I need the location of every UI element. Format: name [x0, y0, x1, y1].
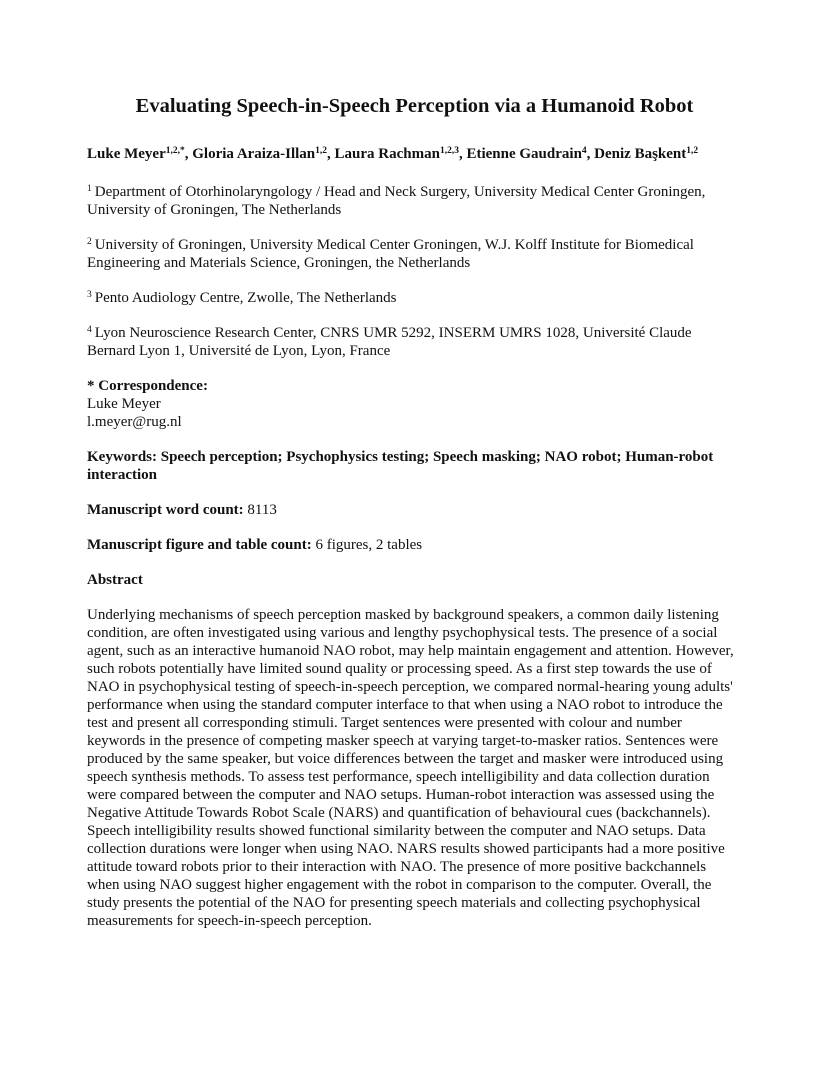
- abstract-heading: Abstract: [87, 572, 143, 588]
- affiliation: [87, 289, 742, 307]
- author-name: Deniz Başkent: [594, 146, 687, 162]
- author-name: Luke Meyer: [87, 146, 166, 162]
- author-name: Gloria Araiza-Illan: [192, 146, 316, 162]
- affiliation-number: 3: [87, 290, 92, 300]
- paper-title: Evaluating Speech-in-Speech Perception via a Humanoid Robot: [135, 95, 694, 117]
- figure-count-value: 6 figures, 2 tables: [315, 537, 423, 553]
- author-affiliation-mark: 1,2: [315, 146, 328, 156]
- figure-count: [87, 536, 742, 554]
- affiliation-number: 4: [87, 325, 92, 335]
- author-name: Etienne Gaudrain: [466, 146, 582, 162]
- affiliation-number: 1: [87, 184, 92, 194]
- affiliation: [87, 236, 742, 272]
- author-affiliation-mark: 1,2,*: [165, 146, 185, 156]
- affiliation: [87, 183, 742, 219]
- keywords: Keywords: Speech perception; Psychophysics testing; Speech masking; NAO robot; Human-robot interaction: [87, 449, 714, 483]
- correspondence-email[interactable]: l.meyer@rug.nl: [87, 414, 182, 430]
- correspondence-name: Luke Meyer: [87, 396, 161, 412]
- affiliation-number: 2: [87, 237, 92, 247]
- word-count: [87, 501, 742, 519]
- affiliation-text: Department of Otorhinolaryngology / Head and Neck Surgery, University Medical Center Groningen, University of Groningen, The Netherlands: [87, 184, 706, 218]
- author-separator: ,: [327, 146, 335, 162]
- figure-count-label: Manuscript figure and table count:: [87, 537, 312, 553]
- word-count-value: 8113: [247, 502, 277, 518]
- author-list: [87, 145, 742, 163]
- author-affiliation-mark: 4: [581, 146, 587, 156]
- author-name: Laura Rachman: [334, 146, 440, 162]
- abstract-text: Underlying mechanisms of speech perception masked by background speakers, a common daily listening condition, are often investigated using various and lengthy psychophysical tests. The presence of a social agent, such as an interactive humanoid NAO robot, may help maintain engagement and attention. However, such robots potentially have limited sound quality or processing speed. As a first step towards the use of NAO in psychophysical testing of speech-in-speech perception, we compared normal-hearing young adults' performance when using the standard computer interface to that when using a NAO robot to introduce the test and present all corresponding stimuli. Target sentences were presented with colour and number keywords in the presence of competing masker speech at varying target-to-masker ratios. Sentences were produced by the same speaker, but voice differences between the target and masker were introduced using speech synthesis methods. To assess test performance, speech intelligibility and data collection duration were compared between the computer and NAO setups. Human-robot interaction was assessed using the Negative Attitude Towards Robot Scale (NARS) and quantification of behavioural cues (backchannels). Speech intelligibility results showed functional similarity between the computer and NAO setups. Data collection durations were longer when using NAO. NARS results showed participants had a more positive attitude toward robots prior to their interaction with NAO. The presence of more positive backchannels when using NAO suggest higher engagement with the robot in comparison to the computer. Overall, the study presents the potential of the NAO for presenting speech materials and collecting psychophysical measurements for speech-in-speech perception.: [87, 607, 734, 929]
- author-separator: ,: [458, 146, 467, 162]
- author-affiliation-mark: 1,2: [686, 146, 699, 156]
- correspondence-label: * Correspondence:: [87, 378, 208, 394]
- affiliation-text: Pento Audiology Centre, Zwolle, The Netherlands: [94, 290, 397, 306]
- author-separator: ,: [586, 146, 595, 162]
- affiliation: [87, 324, 742, 360]
- author-separator: ,: [184, 146, 193, 162]
- author-affiliation-mark: 1,2,3: [439, 146, 459, 156]
- correspondence-block: [87, 377, 742, 431]
- affiliation-text: University of Groningen, University Medical Center Groningen, W.J. Kolff Institute for Biomedical Engineering and Materials Science, Groningen, the Netherlands: [87, 237, 694, 271]
- affiliation-text: Lyon Neuroscience Research Center, CNRS UMR 5292, INSERM UMRS 1028, Université Claude Bernard Lyon 1, Université de Lyon, Lyon, France: [87, 325, 692, 359]
- word-count-label: Manuscript word count:: [87, 502, 244, 518]
